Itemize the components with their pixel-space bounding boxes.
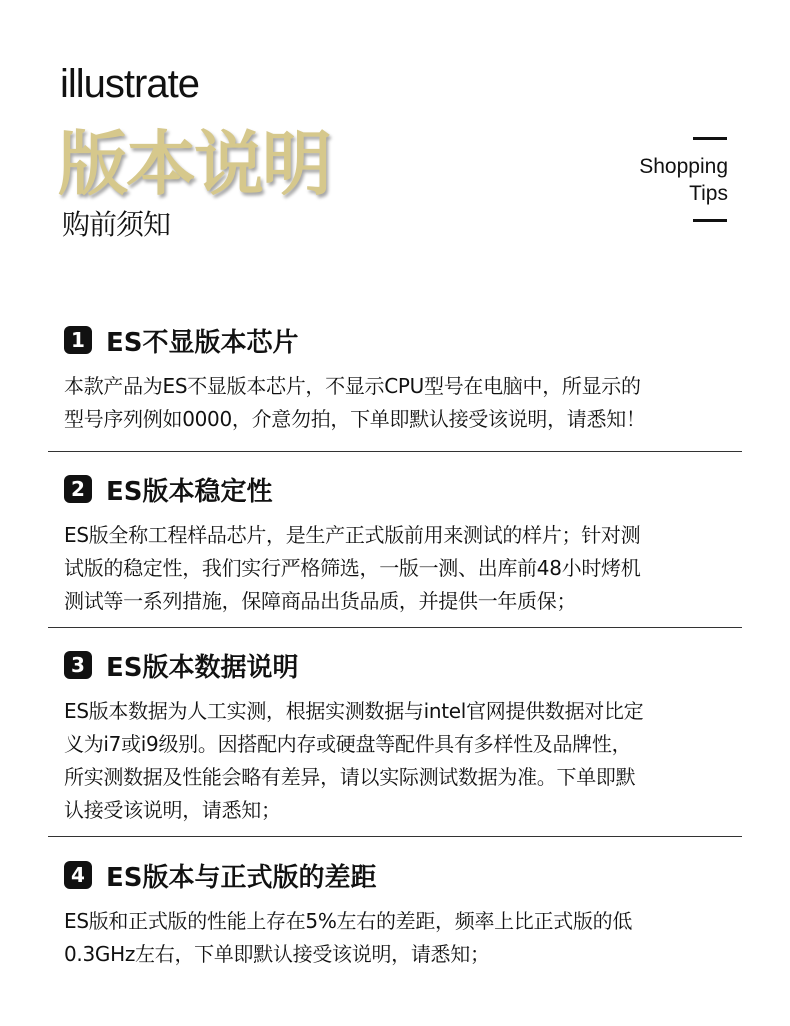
body-line: 义为i7或i9级别。因搭配内存或硬盘等配件具有多样性及品牌性， — [64, 732, 632, 756]
body-line: 认接受该说明，请悉知； — [64, 798, 281, 822]
number-badge: 2 — [64, 475, 92, 503]
section-title: ES版本数据说明 — [106, 652, 299, 683]
divider-bottom — [693, 219, 727, 222]
page-title: 版本说明 — [58, 123, 330, 205]
number-badge: 4 — [64, 861, 92, 889]
section-title: ES不显版本芯片 — [106, 327, 299, 358]
section-body — [64, 695, 744, 827]
body-line: 型号序列例如0000，介意勿拍，下单即默认接受该说明，请悉知！ — [64, 407, 646, 431]
body-line: 本款产品为ES不显版本芯片，不显示CPU型号在电脑中，所显示的 — [64, 374, 641, 398]
body-line: 测试等一系列措施，保障商品出货品质，并提供一年质保； — [64, 589, 577, 613]
divider — [48, 451, 742, 452]
body-line: ES版全称工程样品芯片，是生产正式版前用来测试的样片；针对测 — [64, 523, 641, 547]
tips-line-1: Shopping — [639, 155, 728, 178]
section-body — [64, 370, 744, 436]
section-4 — [64, 858, 744, 971]
subtitle: 购前须知 — [62, 208, 171, 241]
body-line: 试版的稳定性，我们实行严格筛选，一版一测、出库前48小时烤机 — [64, 556, 641, 580]
divider-top — [693, 137, 727, 140]
section-body — [64, 519, 744, 618]
body-line: ES版和正式版的性能上存在5%左右的差距，频率上比正式版的低 — [64, 909, 633, 933]
english-title: illustrate — [60, 62, 199, 106]
section-2 — [64, 472, 744, 618]
section-3 — [64, 648, 744, 827]
body-line: ES版本数据为人工实测，根据实测数据与intel官网提供数据对比定 — [64, 699, 644, 723]
section-title: ES版本与正式版的差距 — [106, 862, 377, 893]
divider — [48, 836, 742, 837]
divider — [48, 627, 742, 628]
number-badge: 3 — [64, 651, 92, 679]
section-title: ES版本稳定性 — [106, 476, 273, 507]
section-1 — [64, 323, 744, 436]
section-body — [64, 905, 744, 971]
shopping-tips — [639, 153, 728, 207]
number-badge: 1 — [64, 326, 92, 354]
tips-line-2: Tips — [689, 182, 728, 205]
body-line: 0.3GHz左右，下单即默认接受该说明，请悉知； — [64, 942, 490, 966]
body-line: 所实测数据及性能会略有差异，请以实际测试数据为准。下单即默 — [64, 765, 636, 789]
